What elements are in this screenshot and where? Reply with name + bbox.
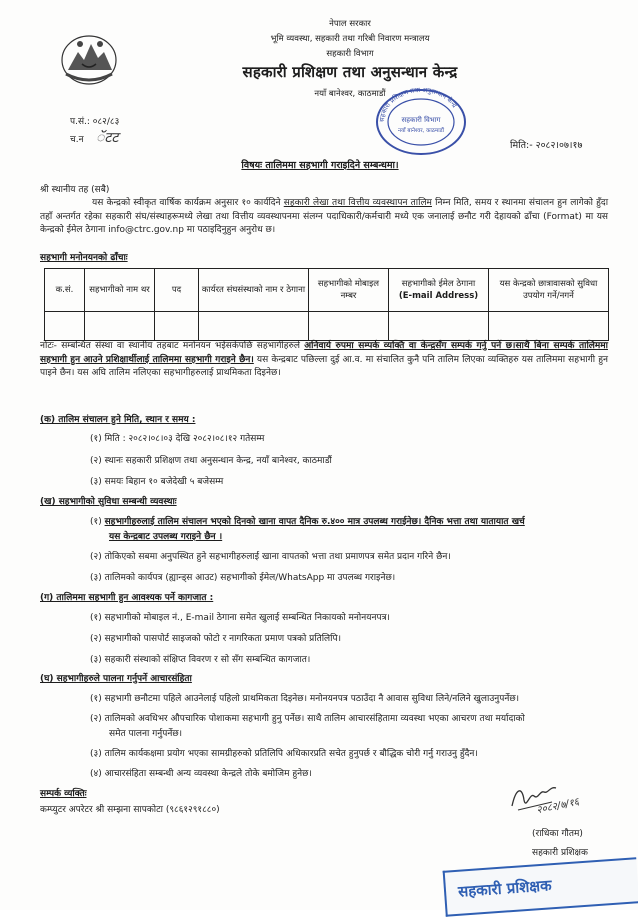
- letter-date: मिति:- २०८२।०७।१७: [510, 140, 583, 151]
- office-seal: [372, 84, 470, 156]
- section-ka-item: (३) समयः बिहान १० बजेदेखी ५ बजेसम्म: [90, 477, 224, 487]
- seal-ring-text: सहकारी प्रशिक्षण तथा अनुसन्धान केन्द्र: [377, 85, 459, 123]
- table-cell: [199, 312, 309, 341]
- section-kha-item-3: (३) तालिमको कार्यपत्र (ह्यान्ड्स आउट) सहभागीको ईमेल/WhatsApp मा उपलब्ध गराइनेछ।: [90, 573, 396, 583]
- section-kha-item-1: [90, 516, 525, 528]
- department-name: सहकारी विभाग: [326, 49, 374, 59]
- table-cell: [389, 312, 489, 341]
- center-address: नयाँ बानेश्वर, काठमाडौं: [314, 89, 386, 99]
- col-header-name: सहभागीको नाम थर: [85, 269, 155, 312]
- section-gha-item-1: (१) सहभागी छनौटमा पहिले आउनेलाई पहिलो प्राथमिकता दिइनेछ। मनोनयनपत्र पठाउँदा नै आवास सुविधा लिने/नलिने खुलाउनुपर्नेछ।: [90, 694, 520, 704]
- table-cell: [155, 312, 199, 341]
- reference-number: प.सं.: ०८२/८३: [70, 117, 120, 127]
- note-text-bold: अनिवार्य रुपमा सम्पर्क व्यक्ति वा केन्द्रसँग सम्पर्क गर्नु पर्ने छ।साथै बिना सम्पर्क तालिममा सहभागी हुन आउने प्रशिक्षार्थीलाई तालिममा सहभागी गराइने छैन।: [40, 341, 608, 365]
- col-header-email: [389, 269, 489, 312]
- signatory-name: (राधिका गौतम): [532, 829, 583, 839]
- col-header-hostel: यस केन्द्रको छात्रावासको सुविधा उपयोग गर्ने/नगर्ने: [489, 269, 609, 312]
- intro-text-1: यस केन्द्रको स्वीकृत वार्षिक कार्यक्रम अनुसार १० कार्यदिने: [92, 198, 281, 208]
- section-ga-item: (१) सहभागीको मोबाइल नं., E-mail ठेगाना समेत खुलाई सम्बन्धित निकायको मनोनयनपत्र।: [90, 613, 390, 623]
- contact-person: कम्प्युटर अपरेटर श्री सम्झना सापकोटा (९८६१२९१८८०): [40, 805, 220, 815]
- item-number: (१): [90, 517, 105, 527]
- note-text-2: यस केन्द्रबाट पछिल्ला दुई आ.व. मा संचालित कुनै पनि तालिम लिएका व्यक्तिहरु यस तालिममा सहभागी हुन पाइने छैन। यस अघि तालिम नलिएका सहभागीहरुलाई प्राथमिकता दिइनेछ।: [40, 354, 608, 378]
- section-ka-item: (२) स्थानः सहकारी प्रशिक्षण तथा अनुसन्धान केन्द्र, नयाँ बानेश्वर, काठमाडौं: [90, 456, 332, 466]
- contact-title: सम्पर्क व्यक्तिः: [40, 789, 87, 799]
- section-gha-item-2-cont: समेत पालना गर्नुपर्नेछ।: [109, 729, 183, 739]
- section-kha-title: (ख) सहभागीको सुविधा सम्बन्धी व्यवस्थाः: [40, 497, 177, 507]
- table-row: [45, 312, 609, 341]
- col-header-mobile: सहभागीको मोबाइल नम्बर: [309, 269, 389, 312]
- signatory-title: सहकारी प्रशिक्षक: [532, 848, 588, 858]
- table-cell: [85, 312, 155, 341]
- col-header-sn: क.सं.: [45, 269, 85, 312]
- section-ga-title: (ग) तालिममा सहभागी हुन आवश्यक पर्ने कागजात :: [40, 593, 214, 603]
- section-ka-title: (क) तालिम संचालन हुने मिति, स्थान र समय :: [40, 415, 196, 425]
- recipient: श्री स्थानीय तह (सबै): [40, 185, 110, 195]
- nepal-emblem-icon: [58, 30, 120, 92]
- section-gha-item-2: (२) तालिमको अवधिभर औपचारिक पोशाकमा सहभागी हुनु पर्नेछ। साथै तालिम आचारसंहितामा व्यवस्था भएका आचरण तथा मर्यादाको: [90, 714, 525, 724]
- ministry-name: भूमि व्यवस्था, सहकारी तथा गरिबी निवारण मन्त्रालय: [270, 34, 430, 44]
- col-header-post: पद: [155, 269, 199, 312]
- allowance-text: सहभागीहरुलाई तालिम संचालन भएको दिनको खाना वापत दैनिक रु.४०० मात्र उपलब्ध गराईनेछ। दैनिक भत्ता तथा यातायात खर्च: [104, 517, 525, 527]
- section-gha-title: (घ) सहभागीहरुले पालना गर्नुपर्ने आचारसंहिता: [40, 674, 192, 684]
- dispatch-number-label: च.न: [70, 135, 84, 145]
- col-header-email-en: (E-mail Address): [398, 291, 479, 301]
- seal-inner-address: नयाँ बानेश्वर, काठमाडौं: [397, 128, 445, 134]
- seal-inner-text: सहकारी विभाग: [401, 116, 441, 124]
- nomination-form-table: [44, 268, 609, 341]
- table-cell: [489, 312, 609, 341]
- section-gha-item-3: (३) तालिम कार्यकक्षमा प्रयोग भएका सामग्रीहरुको प्रतिलिपि अधिकारप्रति सचेत हुनुपर्छ र बौद्धिक चोरी गर्नु गराउनु हुँदैन।: [90, 749, 478, 759]
- training-name: सहकारी लेखा तथा वित्तीय व्यवस्थापन तालिम: [283, 198, 432, 208]
- section-kha-item-1-cont: यस केन्द्रबाट उपलब्ध गराइने छैन ।: [109, 532, 223, 542]
- form-title: सहभागी मनोनयनको ढाँचाः: [40, 253, 128, 263]
- col-header-organization: कार्यरत संघसंस्थाको नाम र ठेगाना: [199, 269, 309, 312]
- dispatch-number-handwritten: ॅटट: [96, 130, 119, 146]
- section-ka-item: (१) मिति : २०८२।०८।०३ देखि २०८२।०८।१२ गतेसम्म: [90, 434, 265, 444]
- section-kha-item-2: (२) तोकिएको सबमा अनुपस्थित हुने सहभागीहरुलाई खाना वापतको भत्ता तथा प्रमाणपत्र समेत प्रदान गरिने छैन।: [90, 552, 451, 562]
- intro-text-2: निम्न मिति, समय र स्थानमा संचालन हुन लागेको हुँदा तहाँ अन्तर्गत रहेका सहकारी संघ/संस्थाहरूमध्ये लेखा तथा वित्तीय व्यवस्थापनमा संलग्न पदाधिकारी/कर्मचारी मध्ये एक जनालाई छनौट गरी देहायको ढाँचा (Format) मा यस केन्द्रको ईमेल ठेगाना info@ctrc.gov.np मा पठाइदिनुहुन अनुरोध छ।: [40, 198, 609, 235]
- designation-stamp: सहकारी प्रशिक्षक: [443, 857, 638, 916]
- signature-date: २०८२/७/१६: [535, 796, 581, 817]
- govt-name: नेपाल सरकार: [329, 19, 371, 29]
- note-text-1: नोटः- सम्बन्धित संस्था वा स्थानीय तहबाट मनोनयन भईसकेपछि सहभागीहरुले: [40, 341, 305, 351]
- table-cell: [309, 312, 389, 341]
- section-gha-item-4: (४) आचारसंहिता सम्बन्धी अन्य व्यवस्था केन्द्रले तोके बमोजिम हुनेछ।: [90, 769, 312, 779]
- table-cell: [45, 312, 85, 341]
- letter-subject: विषयः तालिममा सहभागी गराइदिने सम्बन्धमा।: [241, 160, 399, 171]
- center-name: सहकारी प्रशिक्षण तथा अनुसन्धान केन्द्र: [242, 63, 458, 81]
- section-ga-item: (३) सहकारी संस्थाको संक्षिप्त विवरण र सो सँग सम्बन्धित कागजात।: [90, 655, 311, 665]
- section-ga-item: (२) सहभागीको पासपोर्ट साइजको फोटो र नागरिकता प्रमाण पत्रको प्रतिलिपि।: [90, 634, 342, 644]
- intro-paragraph: [40, 197, 608, 238]
- note-paragraph: [40, 340, 608, 381]
- table-header-row: [45, 269, 609, 312]
- col-header-email-text: सहभागीको ईमेल ठेगाना: [401, 279, 476, 289]
